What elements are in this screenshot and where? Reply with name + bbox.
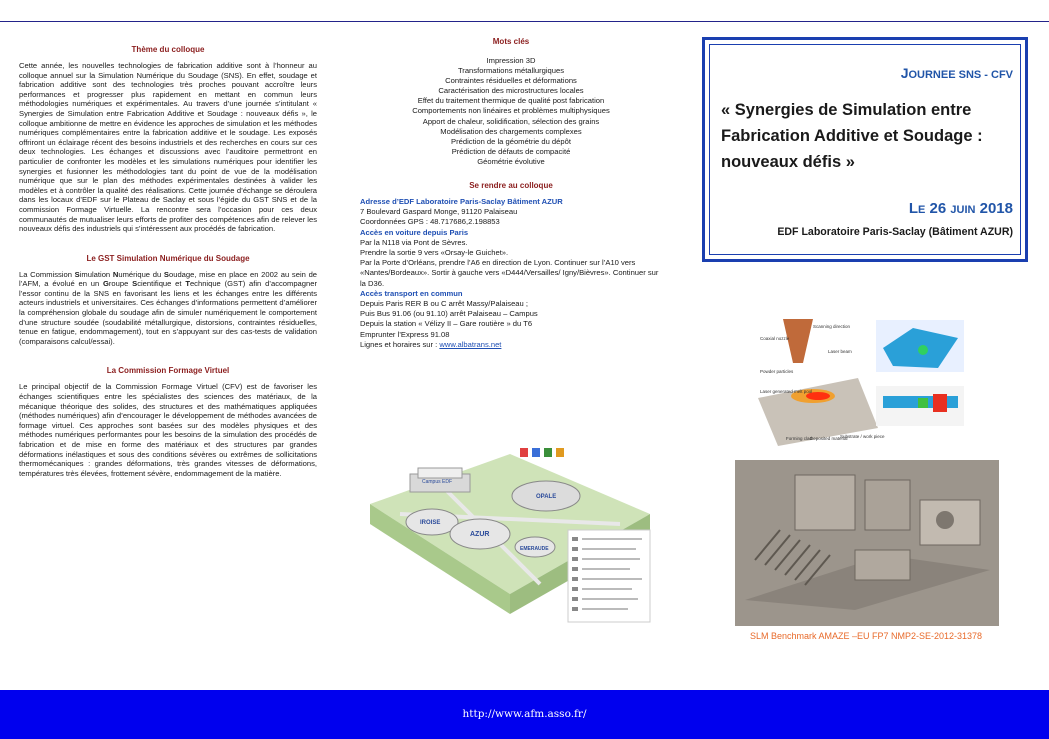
event-date: LE 26 JUIN 2018 <box>908 200 1013 217</box>
sim-label: Deposited material <box>810 436 848 441</box>
left-column <box>19 45 317 478</box>
event-series: JOURNEE SNS - CFV <box>900 65 1013 81</box>
transit-line: Emprunter l’Express 91.08 <box>360 329 450 339</box>
gst-paragraph: La Commission Simulation Numérique du Soudage, mise en place en 2002 au sein de l’AFM, a évolué en un Groupe Scientifique et Technique (GST) afin d’accompagner l’essor continu de la SNS en favorisant les liens et les échanges entre les différents acteurs industriels et universitaires. Ces échanges d’informations permettent d’améliorer la compréhension globale du soudage afin de simuler numériquement le comportement d’une structure soudée (soudabilité métallurgique, distorsions, contraintes résiduelles, tenue en fatigue, endommagement), tout en s’appuyant sur des cas-tests de validation (comparaisons calcul/essai). <box>19 269 318 346</box>
campus-edf-label: Campus EDF <box>422 479 453 485</box>
keyword-item: Prédiction de défauts de compacité <box>451 146 571 156</box>
sim-label: Laser beam <box>828 349 852 354</box>
sim-label: Substrate / work piece <box>840 434 885 439</box>
transit-line: Depuis la station « Vélizy II – Gare routière » du T6 <box>360 319 533 329</box>
directions-heading: Se rendre au colloque <box>469 181 553 191</box>
azur-label: AZUR <box>470 531 490 538</box>
gst-heading: Le GST Simulation Numérique du Soudage <box>86 253 250 263</box>
theme-heading: Thème du colloque <box>131 45 205 54</box>
image-caption: SLM Benchmark AMAZE –EU FP7 NMP2-SE-2012-31378 <box>749 631 983 641</box>
keyword-item: Contraintes résiduelles et déformations <box>445 76 577 86</box>
keyword-item: Géométrie évolutive <box>477 156 545 166</box>
sim-label: Laser generated melt pool <box>760 389 813 394</box>
emeraude-label: EMERAUDE <box>520 546 549 552</box>
transit-line: Depuis Paris RER B ou C arrêt Massy/Palaiseau ; <box>360 299 528 309</box>
event-title-box <box>702 37 1028 262</box>
sim-label: Powder particles <box>760 369 794 374</box>
address-heading: Adresse d’EDF Laboratoire Paris-Saclay Bâtiment AZUR <box>360 197 563 207</box>
event-venue: EDF Laboratoire Paris-Saclay (Bâtiment AZUR) <box>777 226 1013 238</box>
transit-line: Puis Bus 91.06 (ou 91.10) arrêt Palaiseau – Campus <box>360 309 538 319</box>
campus-map-image <box>360 444 653 629</box>
footer-url-bar[interactable]: http://www.afm.asso.fr/ <box>0 690 1049 739</box>
address-line: 7 Boulevard Gaspard Monge, 91120 Palaiseau <box>360 207 518 217</box>
keyword-item: Prédiction de la géométrie du dépôt <box>451 136 571 146</box>
keyword-item: Impression 3D <box>486 56 536 65</box>
transit-heading: Accès transport en commun <box>360 288 463 298</box>
slm-benchmark-photo <box>735 460 999 626</box>
sim-label: Scanning direction <box>813 324 851 329</box>
albatrans-link[interactable]: www.albatrans.net <box>439 339 502 349</box>
sim-label: Coaxial nozzle <box>760 336 790 341</box>
keyword-item: Caractérisation des microstructures locales <box>438 86 584 96</box>
additive-process-illustration <box>758 318 968 450</box>
event-title: « Synergies de Simulation entre Fabrication Additive et Soudage : nouveaux défis » <box>721 101 983 171</box>
schedule-line: Lignes et horaires sur : www.albatrans.net <box>360 339 502 349</box>
directions-block <box>360 197 662 350</box>
car-line: Par la Porte d’Orléans, prendre l’A6 en direction de Lyon. Continuer sur l’A10 vers «Nantes/Bordeaux». Sortir à gauche vers «D444/Versailles/ Igny/Bièvres». Continuer sur la D36. <box>360 258 659 288</box>
keyword-item: Transformations métallurgiques <box>457 66 565 76</box>
keywords-list <box>360 56 662 167</box>
keyword-item: Effet du traitement thermique de qualité post fabrication <box>417 96 605 106</box>
keyword-item: Apport de chaleur, solidification, sélection des grains <box>422 116 600 126</box>
keyword-item: Modélisation des chargements complexes <box>440 126 582 136</box>
keywords-heading: Mots clés <box>492 37 530 46</box>
car-line: Prendre la sortie 9 vers «Orsay-le Guichet». <box>360 248 509 258</box>
middle-column <box>360 37 662 350</box>
theme-paragraph: Cette année, les nouvelles technologies de fabrication additive sont à l’honneur au colloque annuel sur la Simulation Numérique du Soudage (SNS). En effet, soudage et fabrication additive sont des technologies très proches pouvant accroître leurs performances et progresser plus rapidement en mettant en commun leurs méthodologies numériques et expérimentales. Au travers d’une journée s’intitulant « Synergies de Simulation entre Fabrication Additive et Soudage : nouveaux défis », le colloque ambitionne de mettre en évidence les approches de simulation et les méthodes numériques complémentaires entre la fabrication additive et le soudage. Les exposés offriront un éclairage récent des besoins industriels et des recherches en cours sur ces deux technologies. Les échanges et discussions avec l’auditoire permettront en particulier de confronter les modèles et les simulations numériques pour identifier les synergies et fusionner les méthodologies tant du point de vue de la modélisation numérique que sur le plan des méthodes expérimentales destinées à valider les modèles et à contrôler la qualité des réalisations. Cette journée d’échange se déroulera dans les locaux d’EDF sur le Plateau de Saclay et sous l’égide du GST SNS et de la commission Formage Virtuelle. La rencontre sera l’occasion pour ces deux communautés de mutualiser leurs efforts de profiter des compétences afin de relever les nouveaux défis des industriels qui s’intéressent aux procédés de fabrication. <box>19 61 317 234</box>
gps-line: Coordonnées GPS : 48.717686,2.198853 <box>360 217 500 227</box>
car-line: Par la N118 via Pont de Sèvres. <box>360 237 468 247</box>
keyword-item: Comportements non linéaires et problèmes multiphysiques <box>412 106 610 116</box>
opale-label: OPALE <box>536 494 557 500</box>
cfv-paragraph: Le principal objectif de la Commission Formage Virtuel (CFV) est de favoriser les échanges scientifiques entre les spécialistes des sciences des matériaux, de la mécanique théorique des solides, des structures et des mathématiques appliquées (méthodes numériques) afin d’encourager le développement de méthodes avancées de formage virtuel. Ces approches sont basées sur des modèles physiques et des méthodes numériques performantes pour les besoins de la simulation des procédés de fabrication et de mise en forme des matériaux et des structures par grandes déformations inélastiques et sous des conditions sévères ou extrêmes de sollicitations thermomécaniques : grandes déformations, très grandes vitesses de déformations, températures très élevées, frottement sévère, endommagement de la matière. <box>19 382 317 478</box>
iroise-label: IROISE <box>420 520 441 526</box>
car-heading: Accès en voiture depuis Paris <box>360 227 469 237</box>
top-divider <box>0 21 1049 22</box>
sim-label: Forming clad <box>786 436 813 441</box>
cfv-heading: La Commission Formage Virtuel <box>106 366 230 376</box>
